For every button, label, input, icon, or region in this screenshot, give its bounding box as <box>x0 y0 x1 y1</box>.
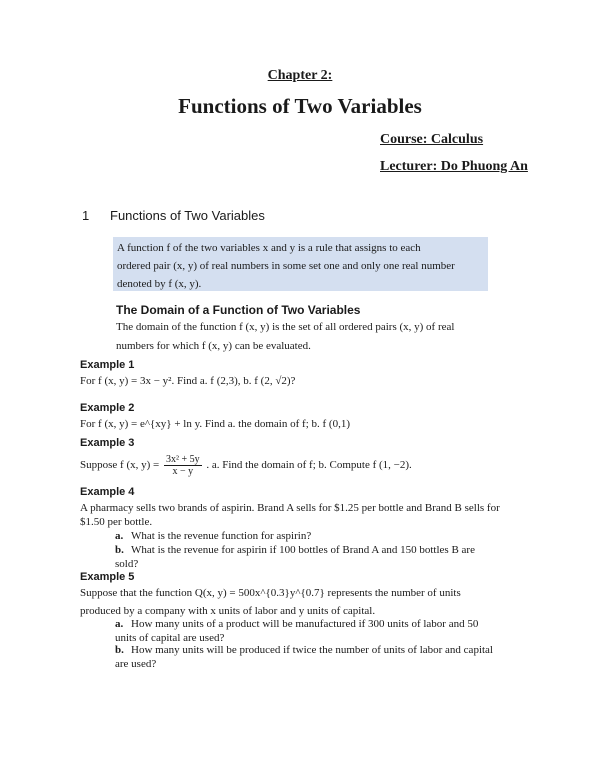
example-text: For f (x, y) = 3x − y². Find a. f (2,3), b. f (2, √2)? <box>80 375 296 387</box>
domain-text-line: The domain of the function f (x, y) is the set of all ordered pairs (x, y) of real <box>116 321 455 333</box>
example-text-suffix: . a. Find the domain of f; b. Compute f (1, −2). <box>206 459 412 472</box>
item-label: b. <box>115 644 124 656</box>
example-heading: Example 5 <box>80 571 135 583</box>
example-heading: Example 2 <box>80 402 135 414</box>
list-item <box>115 543 495 571</box>
fraction <box>164 454 202 477</box>
item-text: How many units of a product will be manufactured if 300 units of labor and 50 units of capital are used? <box>115 618 479 644</box>
example-text <box>80 454 412 477</box>
document-title: Functions of Two Variables <box>178 94 422 118</box>
list-item <box>115 529 495 543</box>
definition-line: A function f of the two variables x and y is a rule that assigns to each <box>117 242 421 254</box>
definition-box <box>113 237 488 291</box>
fraction-denominator: x − y <box>172 466 194 477</box>
section-heading <box>82 208 265 223</box>
example-text: A pharmacy sells two brands of aspirin. Brand A sells for $1.25 per bottle and Brand B sells for $1.50 per bottle. <box>80 502 500 528</box>
example-text-prefix: Suppose f (x, y) = <box>80 459 160 472</box>
item-label: a. <box>115 618 124 630</box>
fraction-numerator: 3x² + 5y <box>165 454 200 465</box>
example-heading: Example 1 <box>80 359 135 371</box>
item-label: b. <box>115 544 124 556</box>
domain-heading: The Domain of a Function of Two Variables <box>116 303 361 317</box>
lecturer-label: Lecturer: Do Phuong An <box>380 159 528 174</box>
example-text: Suppose that the function Q(x, y) = 500x^{0.3}y^{0.7} represents the number of units <box>80 587 461 599</box>
item-text: What is the revenue for aspirin if 100 bottles of Brand A and 150 bottles B are sold? <box>115 544 475 570</box>
example-text: For f (x, y) = e^{xy} + ln y. Find a. the domain of f; b. f (0,1) <box>80 418 350 430</box>
domain-text-line: numbers for which f (x, y) can be evaluated. <box>116 340 311 352</box>
list-item <box>115 617 495 645</box>
example-text: produced by a company with x units of labor and y units of capital. <box>80 605 376 617</box>
definition-line: ordered pair (x, y) of real numbers in some set one and only one real number <box>117 260 455 272</box>
item-text: How many units will be produced if twice the number of units of labor and capital are used? <box>115 644 493 670</box>
example-heading: Example 3 <box>80 437 135 449</box>
item-label: a. <box>115 530 124 542</box>
chapter-label: Chapter 2: <box>267 68 333 83</box>
example-heading: Example 4 <box>80 486 135 498</box>
list-item <box>115 643 495 671</box>
course-label: Course: Calculus <box>380 132 484 147</box>
definition-line: denoted by f (x, y). <box>117 278 202 290</box>
section-number: 1 <box>82 208 90 223</box>
section-title: Functions of Two Variables <box>110 208 265 223</box>
item-text: What is the revenue function for aspirin? <box>131 530 312 542</box>
